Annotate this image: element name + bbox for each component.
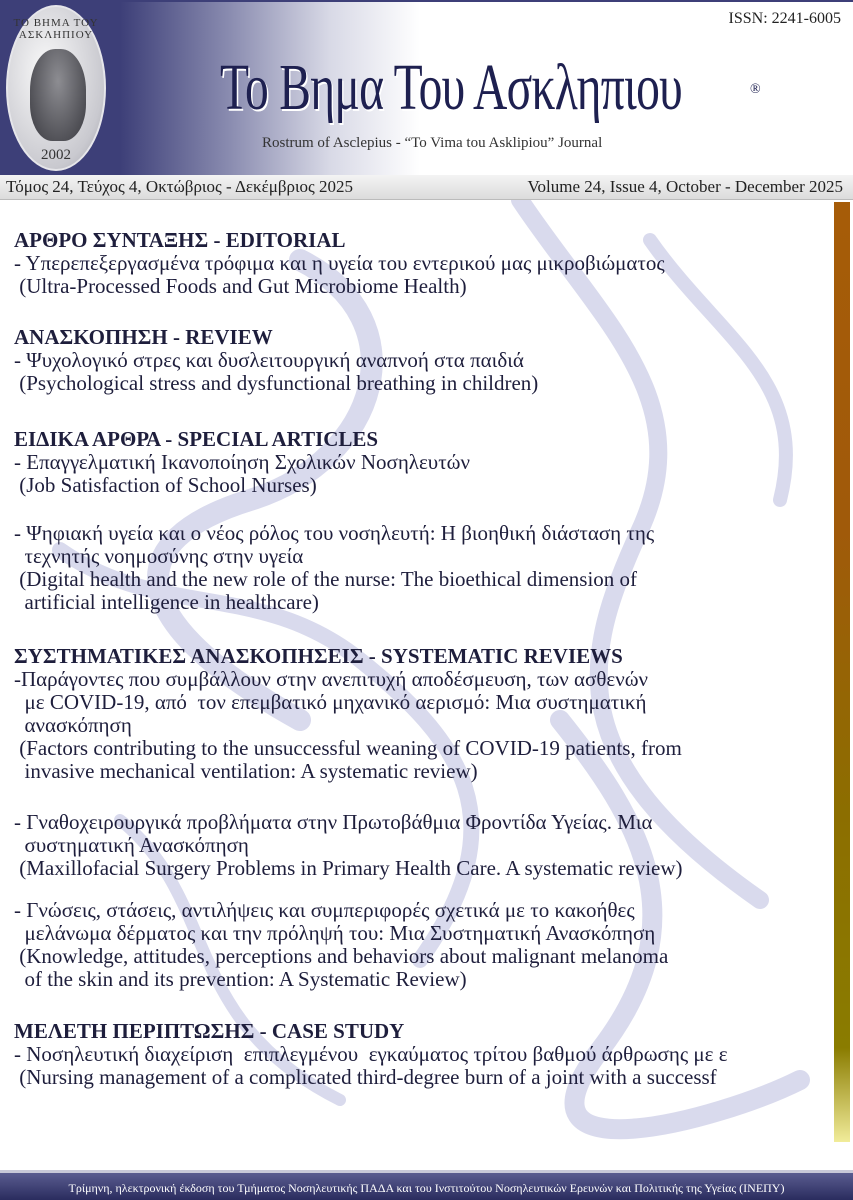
article-title-line[interactable]: - Γναθοχειρουργικά προβλήματα στην Πρωτοβάθμια Φροντίδα Υγείας. Μια	[14, 810, 653, 834]
section-heading: ΣΥΣΤΗΜΑΤΙΚΕΣ ΑΝΑΣΚΟΠΗΣΕΙΣ - SYSTEMATIC REVIEWS	[14, 644, 623, 668]
article-title-line[interactable]: με COVID-19, από τον επεμβατικό μηχανικό αερισμό: Μια συστηματική	[14, 690, 647, 714]
volume-english: Volume 24, Issue 4, October - December 2025	[527, 177, 843, 196]
journal-title: Το Βημα Του Ασκληπιου	[220, 51, 682, 124]
section	[14, 899, 668, 991]
article-title-line[interactable]: (Job Satisfaction of School Nurses)	[14, 473, 317, 497]
section	[14, 1020, 728, 1089]
article-title-line[interactable]: - Επαγγελματική Ικανοποίηση Σχολικών Νοσηλευτών	[14, 450, 470, 474]
section	[14, 522, 654, 614]
section-heading: ΑΝΑΣΚΟΠΗΣΗ - REVIEW	[14, 325, 273, 349]
section-heading: ΕΙΔΙΚΑ ΑΡΘΡΑ - SPECIAL ARTICLES	[14, 427, 379, 451]
article-title-line[interactable]: (Digital health and the new role of the nurse: The bioethical dimension of	[14, 567, 638, 591]
seal-year: 2002	[41, 147, 71, 163]
section	[14, 326, 538, 395]
volume-greek: Τόμος 24, Τεύχος 4, Οκτώβριος - Δεκέμβριος 2025	[6, 177, 354, 196]
article-title-line[interactable]: invasive mechanical ventilation: A systematic review)	[14, 759, 478, 783]
article-title-line[interactable]: - Γνώσεις, στάσεις, αντιλήψεις και συμπεριφορές σχετικά με το κακοήθες	[14, 898, 635, 922]
footer: Τρίμηνη, ηλεκτρονική έκδοση του Τμήματος Νοσηλευτικής ΠΑΔΑ και του Ινστιτούτου Νοσηλευτικών Ερευνών και Πολιτικής της Υγείας (ΙΝΕΠΥ)	[0, 1170, 853, 1200]
issn: ISSN: 2241-6005	[728, 10, 841, 27]
section	[14, 645, 682, 783]
article-title-line[interactable]: συστηματική Ανασκόπηση	[14, 833, 249, 857]
article-title-line[interactable]: of the skin and its prevention: A Systematic Review)	[14, 967, 467, 991]
article-title-line[interactable]: μελάνωμα δέρματος και την πρόληψή του: Μια Συστηματική Ανασκόπηση	[14, 921, 656, 945]
article-title-line[interactable]: (Maxillofacial Surgery Problems in Primary Health Care. A systematic review)	[14, 856, 683, 880]
section	[14, 229, 665, 298]
registered-mark: ®	[750, 82, 761, 97]
article-title-line[interactable]: - Ψυχολογικό στρες και δυσλειτουργική αναπνοή στα παιδιά	[14, 348, 524, 372]
seal-text: ΤΟ ΒΗΜΑ ΤΟΥ ΑΣΚΛΗΠΙΟΥ	[13, 17, 99, 41]
section-heading: ΑΡΘΡΟ ΣΥΝΤΑΞΗΣ - EDITORIAL	[14, 228, 346, 252]
article-title-line[interactable]: (Ultra-Processed Foods and Gut Microbiome Health)	[14, 274, 467, 298]
article-title-line[interactable]: - Υπερεπεξεργασμένα τρόφιμα και η υγεία του εντερικού μας μικροβιώματος	[14, 251, 665, 275]
article-title-line[interactable]: artificial intelligence in healthcare)	[14, 590, 319, 614]
section	[14, 811, 683, 880]
article-title-line[interactable]: (Psychological stress and dysfunctional breathing in children)	[14, 371, 539, 395]
article-title-line[interactable]: (Nursing management of a complicated third-degree burn of a joint with a successf	[14, 1065, 717, 1089]
article-title-line[interactable]: - Ψηφιακή υγεία και ο νέος ρόλος του νοσηλευτή: Η βιοηθική διάσταση της	[14, 521, 655, 545]
article-title-line[interactable]: (Knowledge, attitudes, perceptions and behaviors about malignant melanoma	[14, 944, 669, 968]
section-heading: ΜΕΛΕΤΗ ΠΕΡΙΠΤΩΣΗΣ - CASE STUDY	[14, 1019, 405, 1043]
article-title-line[interactable]: - Νοσηλευτική διαχείριση επιπλεγμένου εγκαύματος τρίτου βαθμού άρθρωσης με ε	[14, 1042, 728, 1066]
article-title-line[interactable]: τεχνητής νοημοσύνης στην υγεία	[14, 544, 304, 568]
section	[14, 428, 470, 497]
side-color-bar	[834, 202, 850, 1142]
article-title-line[interactable]: -Παράγοντες που συμβάλλουν στην ανεπιτυχή αποδέσμευση, των ασθενών	[14, 667, 649, 691]
journal-subtitle: Rostrum of Asclepius - “To Vima tou Asklipiou” Journal	[262, 135, 603, 151]
article-title-line[interactable]: ανασκόπηση	[14, 713, 132, 737]
article-title-line[interactable]: (Factors contributing to the unsuccessful weaning of COVID-19 patients, from	[14, 736, 682, 760]
